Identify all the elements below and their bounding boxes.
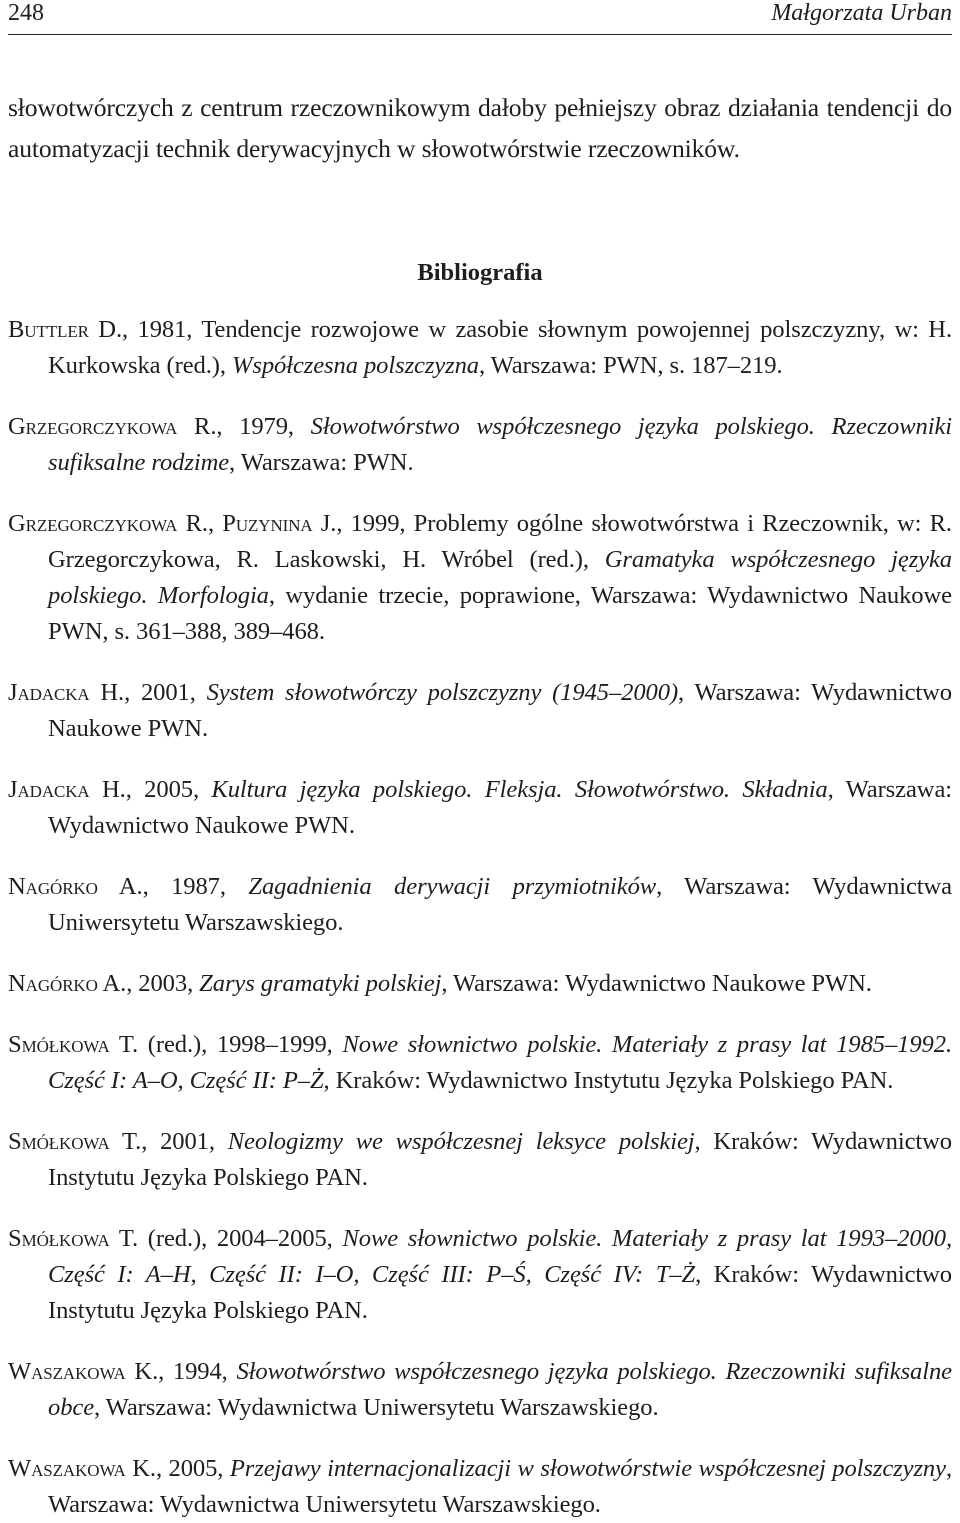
entry-title: Zagadnienia derywacji przymiotników <box>248 873 657 900</box>
bibliography-entry <box>8 1451 952 1523</box>
entry-text: , wydanie trzecie, poprawione, Warszawa: Wydawnictwo Naukowe PWN, s. 361–388, 389–468. <box>48 582 952 646</box>
entry-author: Nagórko A. <box>8 873 143 900</box>
entry-author: Waszakowa K. <box>8 1358 159 1385</box>
bibliography-entry <box>8 409 952 481</box>
bibliography-entry <box>8 772 952 844</box>
running-head-author: Małgorzata Urban <box>771 0 952 26</box>
bibliography-entry <box>8 966 952 1002</box>
entry-title: System słowotwórczy polszczyzny (1945–2000) <box>206 679 679 706</box>
bibliography-list <box>8 312 952 1523</box>
body-paragraph: słowotwórczych z centrum rzeczownikowym dałoby pełniejszy obraz działania tendencji do automatyzacji technik derywacyjnych w słowotwórstwie rzeczowników. <box>8 93 952 163</box>
bibliography-entry <box>8 506 952 651</box>
entry-author: Nagórko A. <box>8 970 127 997</box>
entry-text: , Warszawa: Wydawnictwo Naukowe PWN. <box>441 970 872 997</box>
entry-text: , Warszawa: Wydawnictwo Naukowe PWN. <box>48 776 952 840</box>
entry-author: Smółkowa T. <box>8 1127 142 1155</box>
entry-text: , Warszawa: Wydawnictwa Uniwersytetu Warszawskiego. <box>48 873 952 937</box>
entry-author: Smółkowa T. <box>8 1030 139 1058</box>
bibliography-entry <box>8 1354 952 1426</box>
entry-author: Jadacka H. <box>8 679 125 706</box>
entry-title: Nowe słownictwo polskie. Materiały z prasy lat 1985–1992. Część I: A–O, Część II: P–Ż <box>48 1030 952 1094</box>
entry-text: , 2003, <box>126 970 200 997</box>
entry-text: , 1981, Tendencje rozwojowe w zasobie słownym powojennej polszczyzny, w: H. Kurkowska (red.), <box>48 315 952 379</box>
entry-author: Grzegorczykowa R. <box>8 412 217 440</box>
entry-text: (red.), 2004–2005, <box>138 1224 343 1252</box>
entry-title: Słowotwórstwo współczesnego języka polskiego. Rzeczowniki sufiksalne obce <box>48 1358 952 1422</box>
bibliography-entry <box>8 1124 952 1196</box>
entry-text: , 1979, <box>216 412 311 440</box>
bibliography-entry <box>8 312 952 384</box>
entry-text: , Kraków: Wydawnictwo Instytutu Języka Polskiego PAN. <box>48 1127 952 1191</box>
bibliography-entry <box>8 1027 952 1099</box>
entry-title: Kultura języka polskiego. Fleksja. Słowotwórstwo. Składnia <box>211 776 828 803</box>
entry-text: , 1994, <box>158 1358 237 1385</box>
entry-text: , Kraków: Wydawnictwo Instytutu Języka Polskiego PAN. <box>323 1067 894 1094</box>
entry-title: Zarys gramatyki polskiej <box>199 970 442 997</box>
page-number: 248 <box>8 0 44 26</box>
entry-text: , Warszawa: Wydawnictwa Uniwersytetu Warszawskiego. <box>48 1455 953 1519</box>
entry-text: , Warszawa: PWN, s. 187–219. <box>479 351 783 379</box>
entry-text: , 2001, <box>124 679 207 706</box>
entry-author: Puzynina J. <box>222 509 337 537</box>
entry-author: Jadacka H. <box>8 776 126 803</box>
entry-text: , 2005, <box>155 1455 230 1482</box>
entry-text: , 2001, <box>141 1127 228 1155</box>
entry-title: Neologizmy we współczesnej leksyce polskiej <box>227 1127 695 1155</box>
entry-title: Przejawy internacjonalizacji w słowotwórstwie współczesnej polszczyzny <box>229 1455 946 1482</box>
entry-text: , 1999, Problemy ogólne słowotwórstwa i Rzeczownik, w: R. Grzegorczykowa, R. Laskowski, H. Wróbel (red.), <box>48 509 952 573</box>
entry-text: , Warszawa: Wydawnictwo Naukowe PWN. <box>48 679 952 743</box>
running-header <box>8 0 952 35</box>
entry-title: Gramatyka współczesnego języka polskiego. Morfologia <box>48 545 953 609</box>
entry-title: Współczesna polszczyzna <box>231 351 480 379</box>
bibliography-entry <box>8 1221 952 1330</box>
entry-title: Nowe słownictwo polskie. Materiały z prasy lat 1993–2000, Część I: A–H, Część II: I–O, Część III: P–Ś, Część IV: T–Ż <box>48 1224 952 1288</box>
entry-text: , Kraków: Wydawnictwo Instytutu Języka Polskiego PAN. <box>48 1261 952 1325</box>
entry-text: , <box>207 509 223 537</box>
entry-author: Smółkowa T. <box>8 1224 139 1252</box>
entry-text: (red.), 1998–1999, <box>138 1030 343 1058</box>
bibliography-entry <box>8 869 952 941</box>
bibliography-heading: Bibliografia <box>417 259 543 286</box>
entry-author: Buttler D. <box>8 315 123 343</box>
entry-author: Grzegorczykowa R. <box>8 509 208 537</box>
entry-text: , Warszawa: Wydawnictwa Uniwersytetu Warszawskiego. <box>94 1394 659 1422</box>
entry-author: Waszakowa K. <box>8 1455 156 1482</box>
entry-text: , Warszawa: PWN. <box>229 448 414 476</box>
entry-title: Słowotwórstwo współczesnego języka polskiego. Rzeczowniki sufiksalne rodzime <box>48 412 952 476</box>
bibliography-entry <box>8 675 952 747</box>
entry-text: , 1987, <box>142 873 249 900</box>
entry-text: , 2005, <box>125 776 212 803</box>
